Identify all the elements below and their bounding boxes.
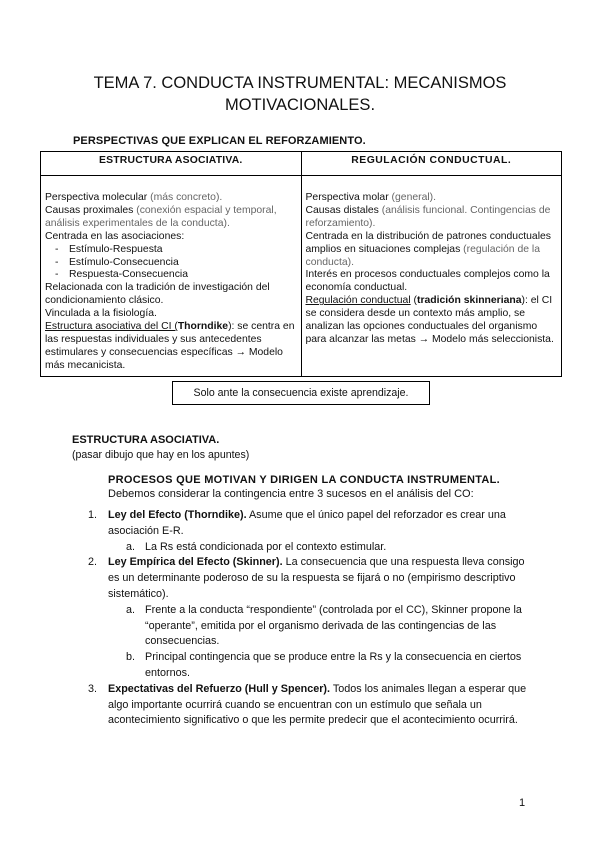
processes-list (72, 508, 532, 729)
list-item: 1. Ley del Efecto (Thorndike). Asume que el único papel del reforzador es crear una asociación E-R. a. La Rs está condicionada por el contexto estimular. (72, 508, 532, 555)
list-item: 3. Expectativas del Refuerzo (Hull y Spencer). Todos los animales llegan a esperar que algo importante ocurrirá cuando se encuentran con un estímulo que señala un acontecimiento significativo o que les permite predecir que el acontecimiento ocurrirá. (88, 682, 527, 727)
associative-heading: ESTRUCTURA ASOCIATIVA. (72, 434, 220, 446)
processes-intro: Debemos considerar la contingencia entre 3 sucesos en el análisis del CO: (108, 488, 474, 500)
regulation-cell: Perspectiva molar (general). Causas distales (análisis funcional. Contingencias de reforzamiento). Centrada en la distribución de patrones conductuales amplios en situaciones complejas (regulación de la conducta). Interés en procesos conductuales complejos como la economía conductual. Regulación conductual (tradición skinneriana): el CI se considera desde un contexto más amplio, se analizan las opciones conductuales del organismo para alcanzar las metas → Modelo más seleccionista. (301, 176, 562, 377)
header-associative: ESTRUCTURA ASOCIATIVA. (41, 152, 302, 176)
association-list (45, 244, 297, 283)
associative-note: (pasar dibujo que hay en los apuntes) (72, 449, 250, 461)
header-regulation: REGULACIÓN CONDUCTUAL. (301, 152, 562, 176)
page-number: 1 (519, 797, 526, 809)
sub-list-item: b. Principal contingencia que se produce entre la Rs y la consecuencia en ciertos entornos. (126, 651, 522, 679)
processes-heading: PROCESOS QUE MOTIVAN Y DIRIGEN LA CONDUCTA INSTRUMENTAL. (108, 474, 501, 486)
list-item: - Respuesta-Consecuencia (55, 269, 297, 282)
sub-list-item: a. Frente a la conducta “respondiente” (controlada por el CC), Skinner propone la “operante”, emitida por el organismo derivada de las contingencias de las consecuencias. (126, 603, 522, 648)
list-item: - Estímulo-Consecuencia (55, 257, 297, 270)
page-title: TEMA 7. CONDUCTA INSTRUMENTAL: MECANISMOS MOTIVACIONALES. (93, 74, 507, 114)
highlight-box: Solo ante la consecuencia existe aprendizaje. (172, 381, 430, 405)
perspectives-heading: PERSPECTIVAS QUE EXPLICAN EL REFORZAMIENTO. (73, 135, 366, 147)
list-item: - Estímulo-Respuesta (55, 244, 297, 257)
associative-cell: Perspectiva molecular (más concreto). Causas proximales (conexión espacial y temporal, análisis experimentales de la conducta). Centrada en las asociaciones: - Estímulo-Respuesta - Estímulo-Consecuencia - Respuesta-Consecuencia Relacionada con la tradición de investigación del condicionamiento clásico. Vinculada a la fisiología. Estructura asociativa del CI (Thorndike): se centra en las respuestas individuales y sus antecedentes estimulares y consecuencias específicas → Modelo más mecanicista. (41, 176, 302, 377)
list-item: 2. Ley Empírica del Efecto (Skinner). La consecuencia que una respuesta lleva consigo es un determinante poderoso de su la respuesta se fijará o no (empirismo descriptivo sistemático). a. Frente a la conducta “respondiente” (controlada por el CC), Skinner propone la “operante”, emitida por el organismo derivada de las contingencias de las consecuencias. b. Principal contingencia que se produce entre la Rs y la consecuencia en ciertos entornos. (72, 555, 532, 681)
processes-section (108, 473, 538, 501)
sub-list-item: a. La Rs está condicionada por el contexto estimular. (126, 540, 387, 553)
perspectives-table (40, 151, 562, 377)
